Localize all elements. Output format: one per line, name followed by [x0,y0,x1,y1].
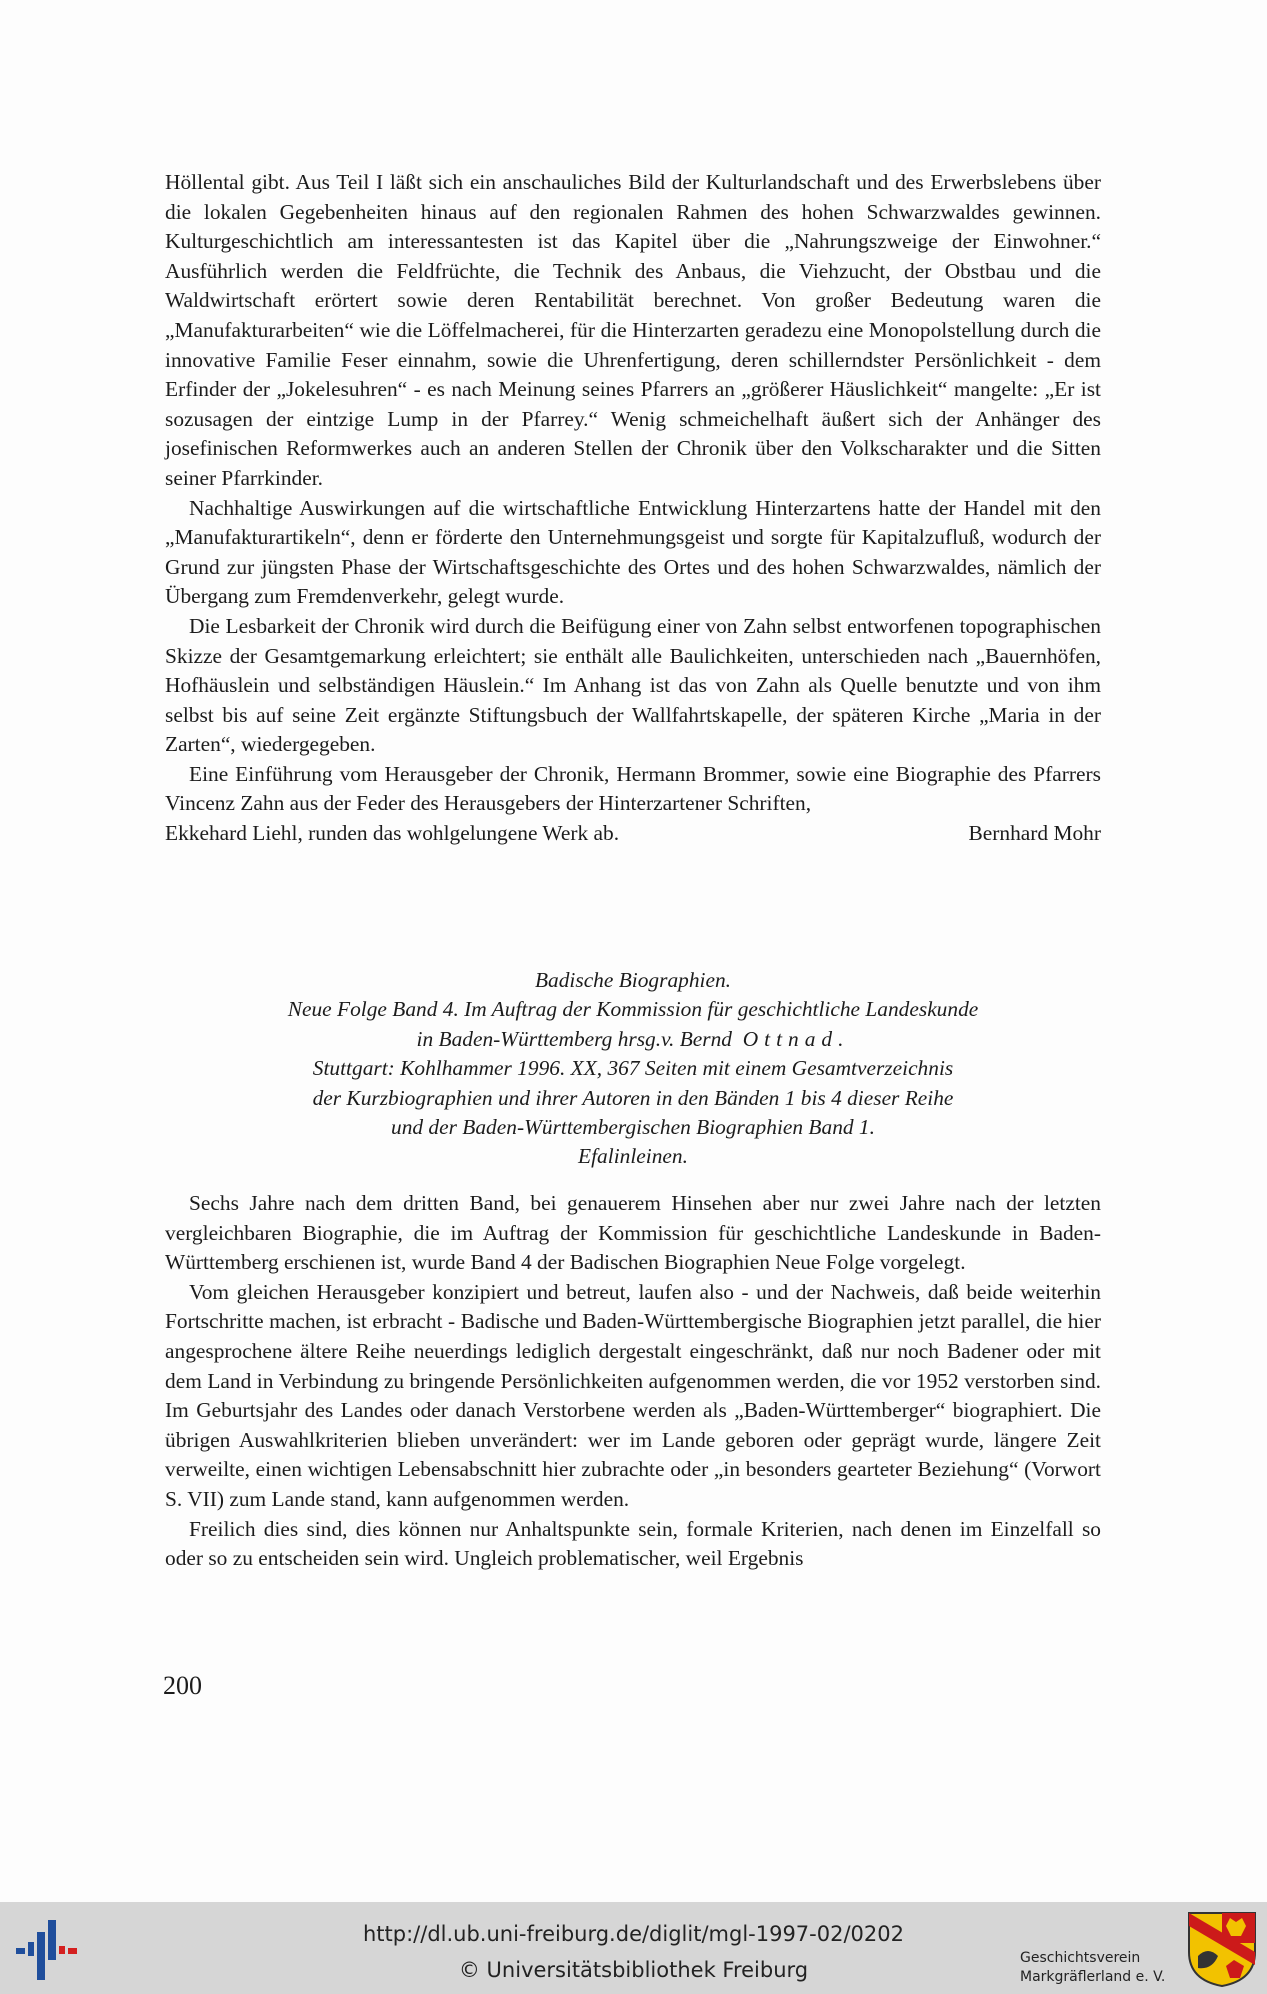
footer-bar [0,1902,1267,1994]
society-line: Markgräflerland e. V. [1020,1969,1166,1985]
closing-line [165,819,1101,849]
paragraph: Die Lesbarkeit der Chronik wird durch die Beifügung einer von Zahn selbst entworfenen topographischen Skizze der Gesamtgemarkung erleichtert; sie enthält alle Baulichkeiten, unterschieden nach „Bauernhöfen, Hofhäuslein und selbständigen Häuslein.“ Im Anhang ist das von Zahn als Quelle benutzte und von ihm selbst bis auf seine Zeit ergänzte Stiftungsbuch der Wallfahrtskapelle, der späteren Kirche „Maria in der Zarten“, wiedergegeben. [165,613,1101,757]
paragraph: Vom gleichen Herausgeber konzipiert und betreut, laufen also - und der Nachweis, daß beide weiterhin Fortschritte machen, ist erbracht - Badische und Baden-Württembergische Biographien jetzt parallel, die hier angesprochene ältere Reihe neuerdings lediglich dergestalt eingeschränkt, daß nur noch Badener oder mit dem Land in Verbindung zu bringende Persönlichkeiten aufgenommen werden, die vor 1952 verstorben sind. Im Geburtsjahr des Landes oder danach Verstorbene werden als „Baden-Württemberger“ biographiert. Die übrigen Auswahlkriterien blieben unverändert: wer im Lande geboren oder geprägt wurde, längere Zeit verweilte, einen wichtigen Lebensabschnitt hier zubrachte oder „in besonders gearteter Beziehung“ (Vorwort S. VII) zum Lande stand, kann aufgenommen werden. [165,1279,1101,1511]
review-1-text [165,168,1101,849]
editor-prefix: in Baden-Württemberg hrsg.v. Bernd [416,1026,732,1051]
book-citation [165,966,1101,1172]
paragraph: Nachhaltige Auswirkungen auf die wirtschaftliche Entwicklung Hinterzartens hatte der Handel mit den „Manufakturartikeln“, denn er förderte den Unternehmungsgeist und sorgte für Kapitalzufluß, wodurch der Grund zur jüngsten Phase der Wirtschaftsgeschichte des Ortes und des hohen Schwarzwaldes, nämlich der Übergang zum Fremdenverkehr, gelegt wurde. [165,495,1101,609]
citation-line: Stuttgart: Kohlhammer 1996. XX, 367 Seiten mit einem Gesamtverzeichnis [312,1056,954,1081]
paragraph: Freilich dies sind, dies können nur Anhaltspunkte sein, formale Kriterien, nach denen im Einzelfall so oder so zu entscheiden sein wird. Ungleich problematischer, weil Ergebnis [165,1516,1101,1571]
page-number: 200 [163,1671,202,1700]
citation-line: Neue Folge Band 4. Im Auftrag der Kommission für geschichtliche Landeskunde [287,997,979,1022]
citation-line: der Kurzbiographien und ihrer Autoren in den Bänden 1 bis 4 dieser Reihe [312,1085,954,1110]
citation-line [165,1025,1101,1054]
binding-note: Efalinleinen. [578,1144,688,1169]
book-title: Badische Biographien. [534,968,732,992]
reviewer-name: Bernhard Mohr [968,821,1101,846]
editor-name: Ottnad. [742,1026,850,1051]
review-2-text [165,1189,1101,1574]
paragraph: Höllental gibt. Aus Teil I läßt sich ein anschauliches Bild der Kulturlandschaft und des Erwerbslebens über die lokalen Gegebenheiten hinaus auf den regionalen Rahmen des hohen Schwarzwaldes gewinnen. Kulturgeschichtlich am interessantesten ist das Kapitel über die „Nahrungszweige der Einwohner.“ Ausführlich werden die Feldfrüchte, die Technik des Anbaus, die Viehzucht, der Obstbau und die Waldwirtschaft erörtert sowie deren Rentabilität berechnet. Von großer Bedeutung waren die „Manufakturarbeiten“ wie die Löffelmacherei, für die Hinterzarten geradezu eine Monopolstellung durch die innovative Familie Feser einnahm, sowie die Uhrenfertigung, deren schillerndster Persönlichkeit - dem Erfinder der „Jokelesuhren“ - es nach Meinung seines Pfarrers an „größerer Häuslichkeit“ mangelte: „Er ist sozusagen der eintzige Lump in der Pfarrey.“ Wenig schmeichelhaft äußert sich der Anhänger des josefinischen Reformwerkes auch an anderen Stellen der Chronik über den Volkscharakter und die Sitten seiner Pfarrkinder. [165,170,1101,490]
source-url[interactable]: http://dl.ub.uni-freiburg.de/diglit/mgl-1997-02/0202 [362,1922,904,1946]
paragraph: Eine Einführung vom Herausgeber der Chronik, Hermann Brommer, sowie eine Biographie des Pfarrers Vincenz Zahn aus der Feder des Herausgebers der Hinterzartener Schriften, [165,761,1101,816]
closing-sentence: Ekkehard Liehl, runden das wohlgelungene Werk ab. [165,821,620,846]
copyright-notice: © Universitätsbibliothek Freiburg [458,1958,809,1982]
society-name [1020,1949,1165,1987]
paragraph: Sechs Jahre nach dem dritten Band, bei genauerem Hinsehen aber nur zwei Jahre nach der letzten vergleichbaren Biographie, die im Auftrag der Kommission für geschichtliche Landeskunde in Baden-Württemberg erschienen ist, wurde Band 4 der Badischen Biographien Neue Folge vorgelegt. [165,1191,1101,1275]
coat-of-arms-icon [1186,1910,1258,1988]
citation-line: und der Baden-Württembergischen Biographien Band 1. [391,1115,875,1140]
society-line: Geschichtsverein [1020,1950,1141,1966]
